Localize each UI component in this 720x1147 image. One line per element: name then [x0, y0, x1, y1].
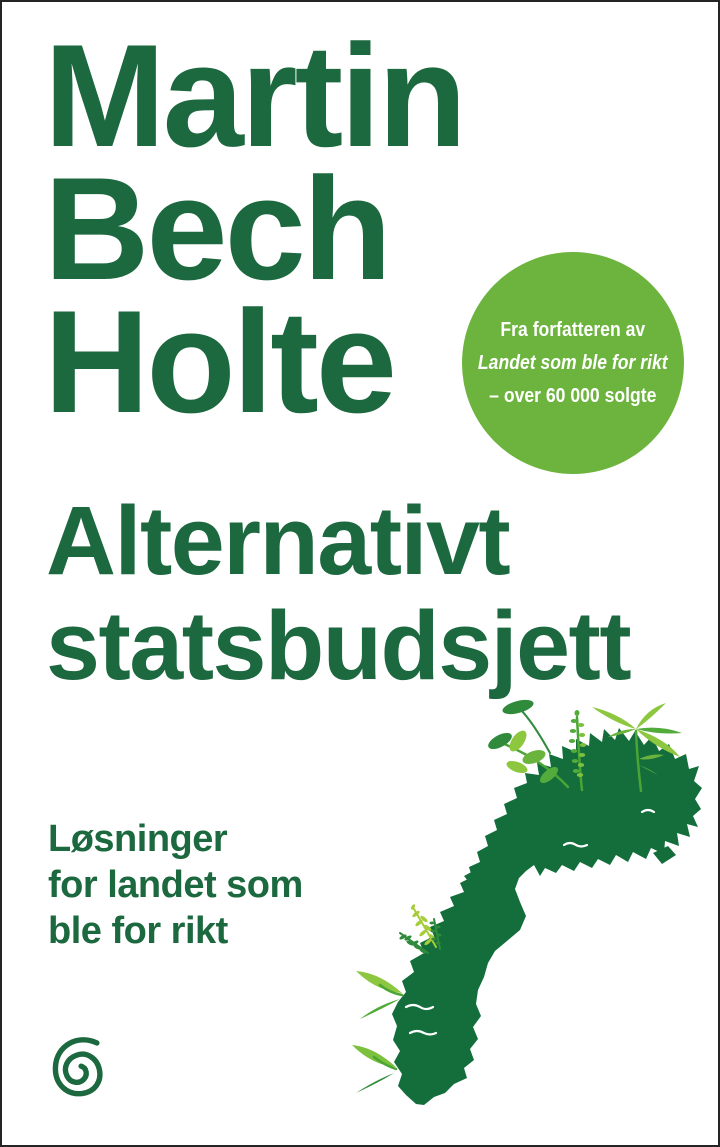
title-line-2: statsbudsjett [46, 591, 631, 700]
plant-sprig-leaf-pair-lower [352, 1045, 396, 1093]
badge-line-1: Fra forfatteren av [500, 318, 646, 341]
publisher-logo [48, 1033, 106, 1101]
promo-badge-text [478, 314, 668, 413]
norway-map-illustration [350, 695, 706, 1109]
author-line-2: Bech [44, 147, 390, 310]
book-title [46, 488, 630, 698]
norway-mainland-shape [392, 728, 702, 1105]
subtitle-line-2: for landet som [48, 864, 303, 906]
spiral-logo-icon [48, 1033, 106, 1101]
author-line-3: Holte [44, 280, 394, 443]
plant-sprig-ferns [399, 904, 442, 955]
book-subtitle [48, 816, 303, 954]
author-name [44, 14, 464, 443]
author-line-1: Martin [44, 14, 464, 177]
badge-line-3-sales: – over 60 000 solgte [489, 384, 657, 407]
title-line-1: Alternativt [46, 486, 510, 595]
spiral-path [55, 1040, 99, 1094]
subtitle-line-1: Løsninger [48, 818, 228, 860]
norway-map-svg [350, 695, 706, 1109]
subtitle-line-3: ble for rikt [48, 910, 228, 952]
promo-badge [462, 252, 684, 474]
badge-line-2-book-title: Landet som ble for rikt [478, 351, 668, 374]
